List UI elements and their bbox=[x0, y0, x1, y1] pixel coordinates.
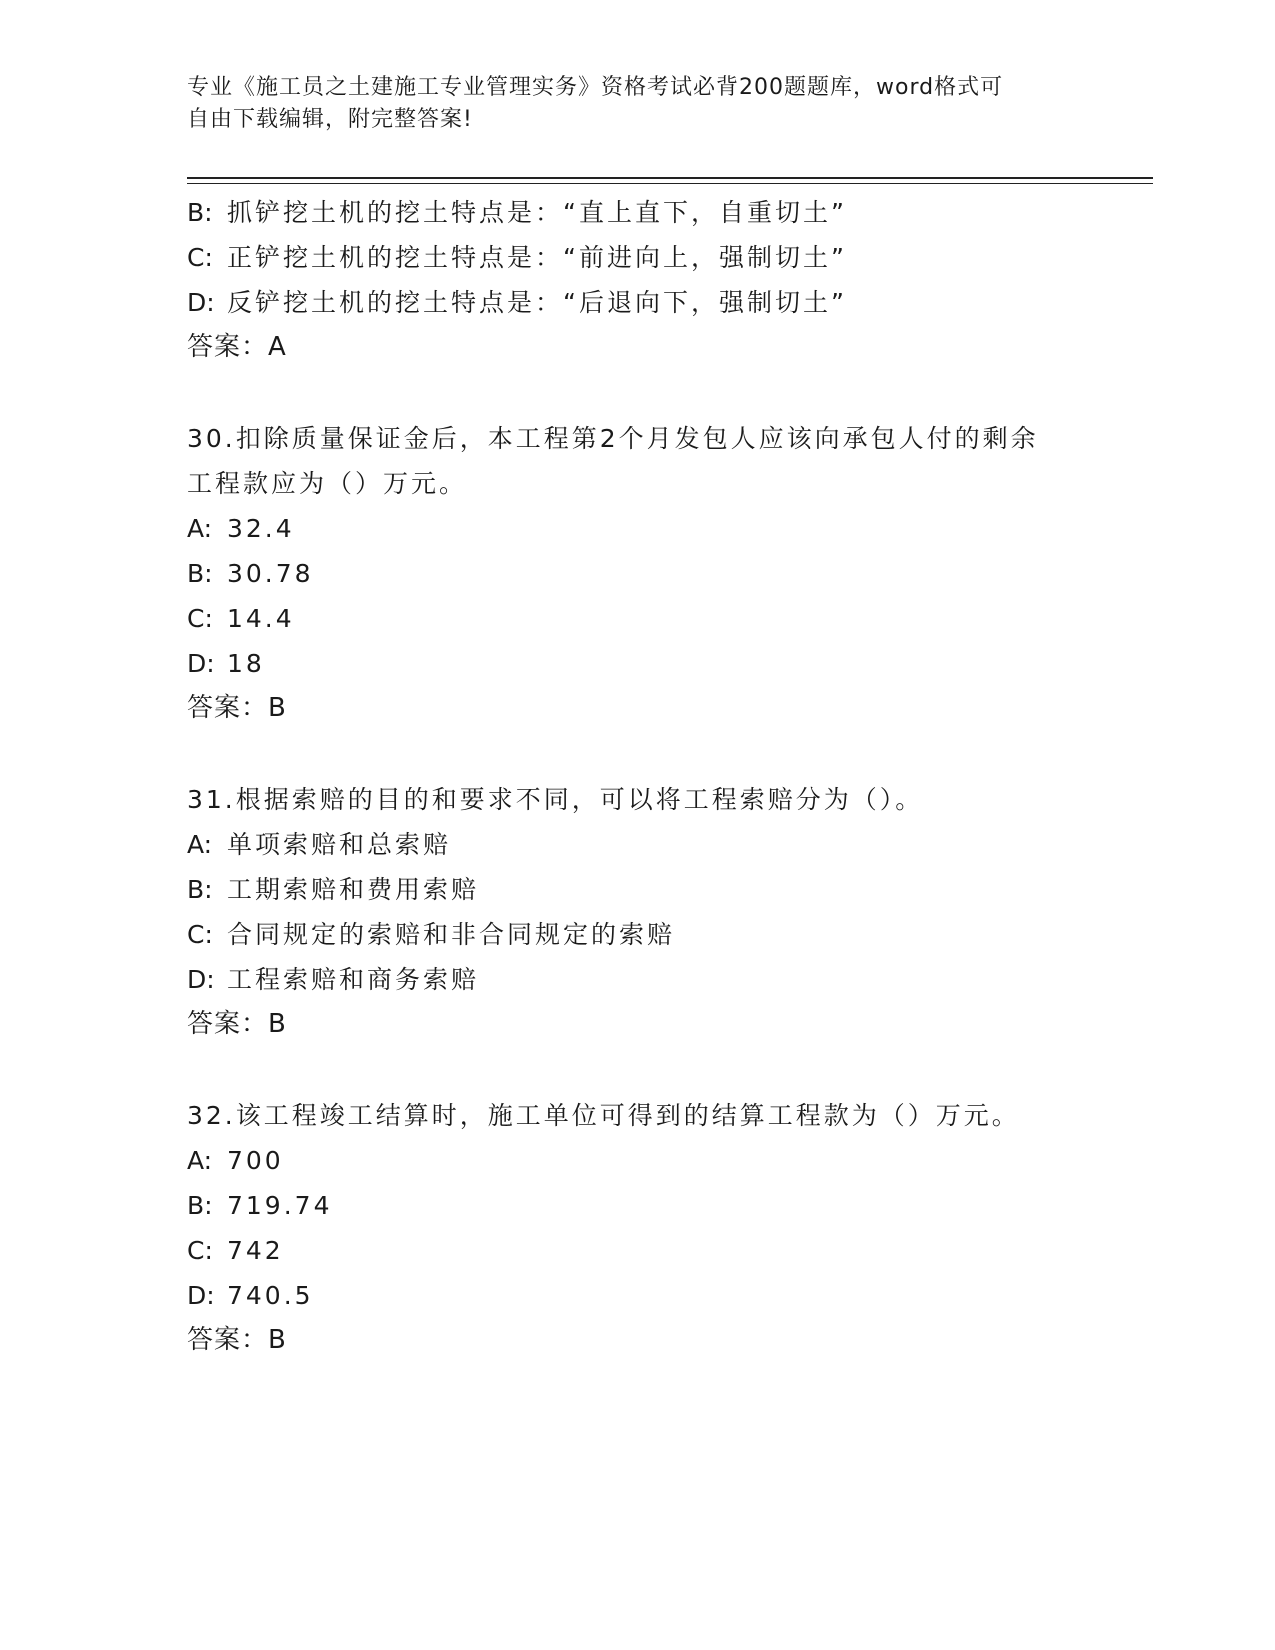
option-label: C: bbox=[187, 920, 213, 949]
spacer bbox=[187, 1047, 1087, 1093]
option-label: A: bbox=[187, 830, 213, 859]
option-b bbox=[187, 1183, 1087, 1228]
option-text: 18 bbox=[227, 649, 265, 678]
option-a bbox=[187, 1138, 1087, 1183]
option-label: D: bbox=[187, 649, 215, 678]
header-divider-thin bbox=[187, 183, 1153, 184]
option-label: C: bbox=[187, 604, 213, 633]
option-a bbox=[187, 822, 1087, 867]
option-text: 正铲挖土机的挖土特点是：“前进向上，强制切土” bbox=[227, 243, 847, 272]
answer-line: 答案：B bbox=[187, 1325, 287, 1355]
option-b bbox=[187, 190, 1087, 235]
question-stem: 32.该工程竣工结算时，施工单位可得到的结算工程款为（）万元。 bbox=[187, 1101, 1020, 1130]
question-block-previous bbox=[187, 190, 1087, 370]
option-d bbox=[187, 641, 1087, 686]
option-label: A: bbox=[187, 1146, 213, 1175]
option-label: C: bbox=[187, 1236, 213, 1265]
spacer bbox=[187, 731, 1087, 777]
option-c bbox=[187, 1228, 1087, 1273]
question-stem: 31.根据索赔的目的和要求不同，可以将工程索赔分为（）。 bbox=[187, 785, 924, 814]
question-content bbox=[187, 190, 1087, 1363]
option-text: 32.4 bbox=[227, 514, 295, 543]
option-label: B: bbox=[187, 198, 213, 227]
option-text: 工程索赔和商务索赔 bbox=[227, 965, 480, 994]
question-block-30 bbox=[187, 416, 1087, 731]
option-text: 抓铲挖土机的挖土特点是：“直上直下，自重切土” bbox=[227, 198, 847, 227]
document-header bbox=[187, 72, 1067, 136]
option-label: D: bbox=[187, 1281, 215, 1310]
option-label: B: bbox=[187, 875, 213, 904]
option-text: 反铲挖土机的挖土特点是：“后退向下，强制切土” bbox=[227, 288, 847, 317]
option-text: 742 bbox=[227, 1236, 284, 1265]
option-text: 工期索赔和费用索赔 bbox=[227, 875, 480, 904]
header-title-line-2: 自由下载编辑，附完整答案! bbox=[187, 107, 473, 132]
option-text: 14.4 bbox=[227, 604, 295, 633]
option-label: C: bbox=[187, 243, 213, 272]
option-label: A: bbox=[187, 514, 213, 543]
option-text: 30.78 bbox=[227, 559, 314, 588]
option-text: 719.74 bbox=[227, 1191, 333, 1220]
answer-line: 答案：A bbox=[187, 332, 287, 362]
header-title-line-1: 专业《施工员之土建施工专业管理实务》资格考试必背200题题库，word格式可 bbox=[187, 75, 1004, 100]
option-b bbox=[187, 867, 1087, 912]
option-c bbox=[187, 912, 1087, 957]
option-label: D: bbox=[187, 965, 215, 994]
option-text: 单项索赔和总索赔 bbox=[227, 830, 452, 859]
option-c bbox=[187, 235, 1087, 280]
header-divider-thick bbox=[187, 177, 1153, 179]
option-text: 合同规定的索赔和非合同规定的索赔 bbox=[227, 920, 676, 949]
option-d bbox=[187, 280, 1087, 325]
option-c bbox=[187, 596, 1087, 641]
question-block-32 bbox=[187, 1093, 1087, 1363]
answer-line: 答案：B bbox=[187, 693, 287, 723]
question-block-31 bbox=[187, 777, 1087, 1047]
option-text: 700 bbox=[227, 1146, 284, 1175]
option-label: B: bbox=[187, 559, 213, 588]
option-text: 740.5 bbox=[227, 1281, 314, 1310]
question-stem-continued: 工程款应为（）万元。 bbox=[187, 469, 468, 498]
spacer bbox=[187, 370, 1087, 416]
option-b bbox=[187, 551, 1087, 596]
option-d bbox=[187, 1273, 1087, 1318]
option-label: D: bbox=[187, 288, 215, 317]
option-label: B: bbox=[187, 1191, 213, 1220]
option-a bbox=[187, 506, 1087, 551]
answer-line: 答案：B bbox=[187, 1009, 287, 1039]
question-stem: 30.扣除质量保证金后，本工程第2个月发包人应该向承包人付的剩余 bbox=[187, 424, 1039, 453]
option-d bbox=[187, 957, 1087, 1002]
